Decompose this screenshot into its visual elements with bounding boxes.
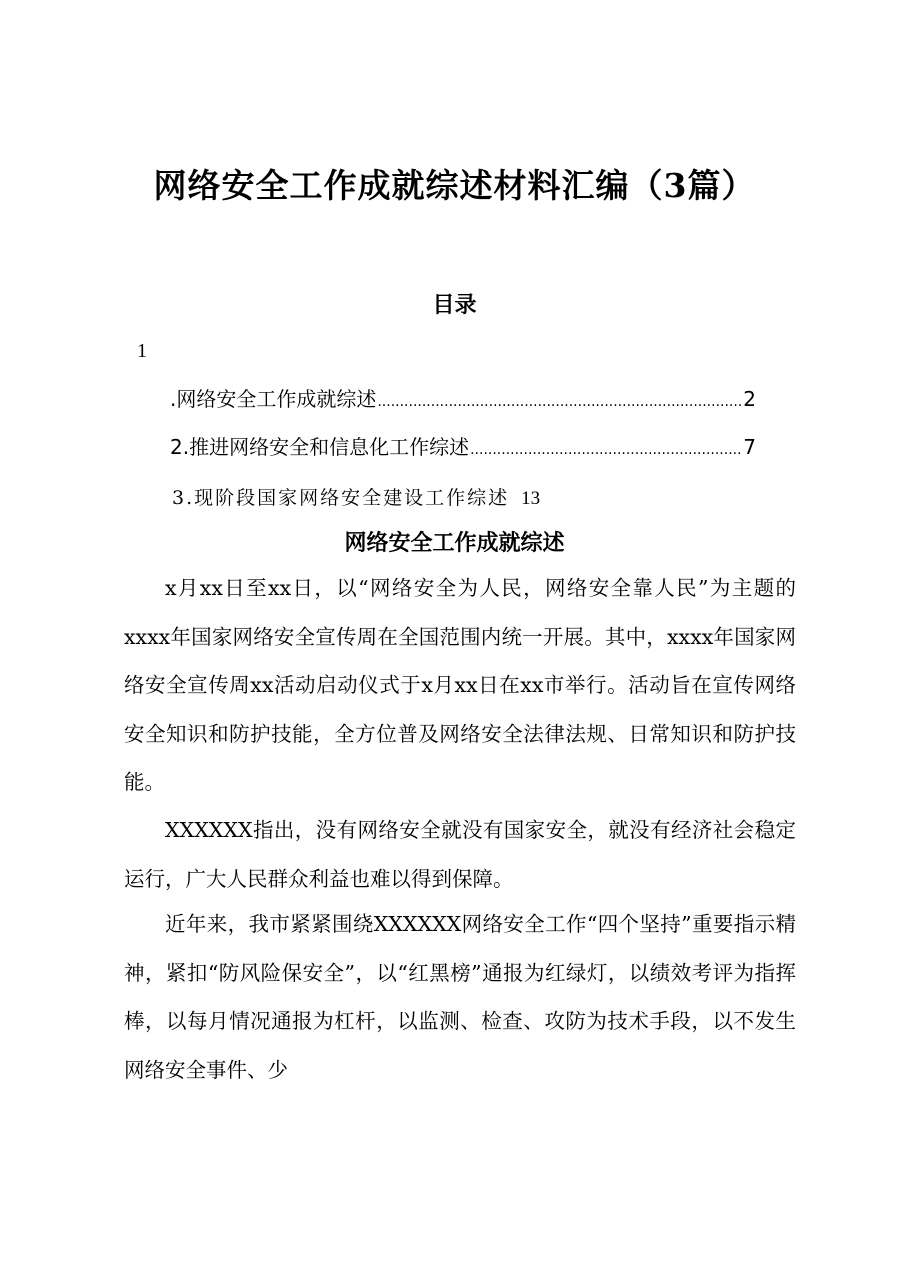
toc-entry[interactable]	[172, 483, 540, 510]
section-title: 网络安全工作成就综述	[344, 530, 565, 556]
toc-entry-page: 13	[521, 488, 541, 509]
toc-entry-page: 7	[743, 435, 756, 459]
document-title: 网络安全工作成就综述材料汇编（3篇）	[153, 166, 756, 205]
toc-entry-page: 2	[743, 387, 756, 411]
toc-stray-number: 1	[137, 340, 147, 362]
body-paragraph: x月xx日至xx日，以“网络安全为人民，网络安全靠人民”为主题的xxxx年国家网络安全宣传周在全国范围内统一开展。其中，xxxx年国家网络安全宣传周xx活动启动仪式于x月xx日在xx市举行。活动旨在宣传网络安全知识和防护技能，全方位普及网络安全法律法规、日常知识和防护技能。	[124, 576, 796, 794]
toc-leader-dots	[470, 442, 742, 458]
toc-entry-label: 3.现阶段国家网络安全建设工作综述	[172, 487, 510, 509]
toc-entry-label: .网络安全工作成就综述	[170, 387, 377, 411]
body-paragraph: 近年来，我市紧紧围绕XXXXXX网络安全工作“四个坚持”重要指示精神，紧扣“防风险保安全”，以“红黑榜”通报为红绿灯，以绩效考评为指挥棒，以每月情况通报为杠杆，以监测、检查、攻防为技术手段，以不发生网络安全事件、少	[124, 912, 796, 1082]
toc-entry-label: 2.推进网络安全和信息化工作综述	[170, 435, 470, 459]
toc-entry[interactable]	[170, 431, 756, 460]
toc-leader-dots	[377, 394, 742, 410]
toc-entry[interactable]	[170, 383, 756, 412]
toc-heading: 目录	[432, 292, 477, 318]
body-paragraph: XXXXXX指出，没有网络安全就没有国家安全，就没有经济社会稳定运行，广大人民群众利益也难以得到保障。	[124, 818, 796, 891]
